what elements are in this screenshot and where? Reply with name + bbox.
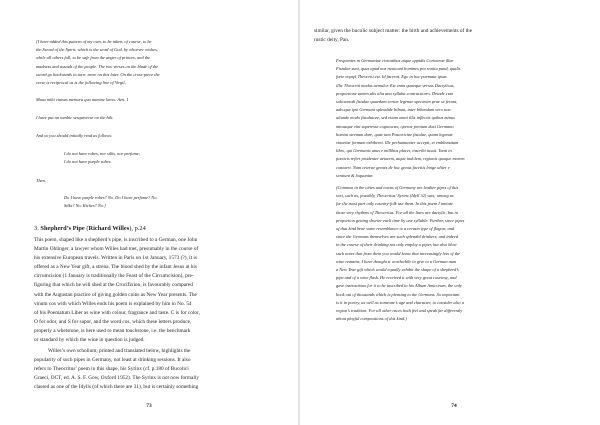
section-page-ref: , p.24 [131,225,146,232]
verse-block-2 [64,194,158,210]
latin-line: contueri. Nam ceterae gentes de hoc genus facetiis longe aliter e [336,164,450,170]
paragraph-line: offered as a New Year gift, a strena. The blood shed by the infant Jesus at his [34,264,197,271]
paragraph-line: classed as one of the Idylls (of which there are 31), but is certainly something [34,384,199,391]
latin-line: Fistulae sunt, quas apud nos rusticani homines pro sonitu pand, qualis [336,66,461,72]
latin-line: adeoque ipsi Germani splendide bibunt, inter bibendum vero non [336,107,451,113]
translation-line: a New Year gift which would equally exhibit the shape of a shepherd’s [336,267,459,273]
note-line: [I have added this pattern of my own, to be taken, of course, to be [36,39,152,44]
verse-line: Do I have purple robes? No. Do I have perfume? No. [64,195,158,200]
latin-line: homini strenam dare, quae tam Pastoriciae fistulae, quam legenae [336,131,453,137]
paragraph-line: O for odor, and S for sapor, and the word cos, which these letters produce, [34,318,192,325]
paragraph-line: Graeci, OCT, ed. A. S. F. Gow, Oxford 1952). The Syrinx is not now formally [34,375,199,382]
intro-paragraph [314,27,576,45]
page-number: 73 [146,403,152,409]
paragraph-line: with the Augustan practice of giving golden coins as New Year presents. The [34,291,197,298]
translation-line: wine remains, I have thought it worthwhile to give to a German man [336,258,457,264]
latin-scholium [336,57,594,180]
paragraph-line: This poem, shaped like a shepherd’s pipe, is inscribed to a German, one John [34,237,198,243]
latin-line: forte συριγξ Theocriti est. Id facerat. Ego in hoc poemata ipsas [336,74,447,80]
translation-line: sort, such as, possibly, Theocritus’ Syrinx (Idyll 32) was; among us [336,193,454,199]
paragraph-line: refers to Theocritus’ poem in this shape, his Syrinx (cf. p.180 of Bucolici [34,366,189,373]
note-line: while all others fall, to be safe from the anger of princes, and the [36,55,151,61]
translation-line: book out of thousands which is pleasing to the Germans. So important [336,291,460,297]
translation-line: about playful compositions of this kind.) [336,316,407,322]
verse-line: I do not have robes, nor silks, nor perfume; [64,151,141,156]
hilt-line: I have put an iambic sesquiverse on the hilt. [36,115,114,120]
translation-line: those very rhythms of Theocritus. For all the lines are dactylic, but in [336,209,458,215]
page-number: 74 [451,403,457,409]
paragraph-line: of his Poematum Liber as wine with colour, fragrance and taste. C is for color, [34,309,200,316]
paragraph-line: his extensive European travels. Written in Paris on 1st January, 1573 (?), it is [34,255,197,262]
section-title: Shepherd’s Pipe [40,225,85,232]
translation-line: in the course of their drinking not only employ a piper, but also blow [336,242,457,248]
section-heading: 3. Shepherd’s Pipe (Richard Willes), p.24 [34,225,146,232]
then-word: Then, [36,178,46,183]
note-block [36,38,286,87]
translation-line: such notes that from them you would know that increasingly less of the [336,250,461,256]
latin-line: illic Theocriti modus aemulor. Est enim quaeque versus Dactylicus, [336,82,455,88]
translation-line: region’s tradition. For all other races both feel and speak far differently [336,308,463,314]
translation-line: is it in poetry, as well as someone’s age and character, to consider also a [336,299,464,305]
latin-line: vinariae formam exhiberet. Ille perhumaniter accepit, et emblematum [336,140,459,146]
latin-line: libro, qui Germanis unus e millibus placet, inscribi iussit. Tanti in [336,148,452,154]
paragraph-line: vinum cos with which Willes ends his poem is explained by him in No. 54 [34,300,192,307]
paragraph-line: properly a whetstone, is here used to mean touchstone, i.e. the benchmark [34,327,191,334]
translation-block [336,184,594,323]
read-instruction-line: And so you should initially read as follows: [36,133,113,138]
verse-line: I do not have purple robes. [64,159,112,165]
paragraph-line: Willes’s own scholium, printed and translated below, highlights the [48,348,191,354]
paragraph-1 [34,236,296,345]
left-page [0,0,298,425]
right-page [300,0,600,425]
note-line: verse is reciprocal as is the following line of Virgil, [36,80,126,86]
virgil-line: Musa mihi causas memora quo numine laeso. Aen. 1 [36,97,129,102]
latin-line: aliunde modo fistulatore, sed etiam omni illis inflectis quibus minus [336,115,455,121]
latin-line: proportione tamen alis alia una syllaba contractiores. Deinde cum [336,90,454,96]
translation-line: of that kind bear some resemblance to a certain type of flagon; and [336,226,455,232]
translation-line: gave instructions for it to be inscribed in his Album Amicorum, the only [336,283,462,289]
section-number: 3. [34,225,39,232]
paragraph-line: circumcision (1 January is traditionally the Feast of the Circumcision), pre- [34,273,194,280]
latin-line: minusque vini superesse cognoscas; operae pretium duxi Germano [336,123,454,129]
translation-line: (Common in the cities and towns of Germany are leather pipes of this [336,185,459,190]
note-line: madness and assault of the people. The two verses on the blade of the [36,63,159,69]
translation-line: pipe and of a wine flask. He received it with very great courtesy, and [336,275,457,281]
translation-line: since the Germans themselves are such splendid drinkers, and indeed [336,234,459,240]
paragraph-line: or standard by which the wine in question is judged. [34,337,145,344]
section-author: Richard Willes [88,225,130,232]
paragraph-2 [34,347,296,392]
translation-line: for the most part only country-folk use them. In this poem I imitate [336,201,453,207]
note-line: sword go backwards in turn: more on this later. On the cross-piece the [36,71,160,77]
paragraph-line: popularity of such pipes in Germany, not least at drinking sessions. It also [34,357,191,364]
latin-line: solicamodi fistulae quaedam certae legenae specimen prae se ferant, [336,99,458,105]
note-line: the Sword of the Spirit, which is the word of God, by whoever wishes, [36,47,158,53]
paragraph-line: figuring that which he will shed at the Crucifixion, is favourably compared [34,282,193,289]
translation-line: proportion getting shorter each time by one syllable. Further, since pipes [336,217,465,223]
latin-line: poeticis refert prudenter aetatem, atque indolem, regionis quoque morem [336,156,465,162]
verse-line: Silks? No. Riches? No.] [64,203,106,209]
verse-block-1 [64,150,140,166]
paragraph-line: similar, given the bucolic subject matter: the birth and achievements of the [314,28,473,34]
latin-line: sentiunt & loquuntur. [336,172,374,178]
paragraph-line: Martin Ohlinger, a lawyer whom Willes had met, presumably in the course of [34,246,199,253]
paragraph-line: rustic deity, Pan. [314,37,350,44]
latin-line: Frequentes in Germaniae civitatibus atque oppidis Coriaceae illae [336,58,454,63]
